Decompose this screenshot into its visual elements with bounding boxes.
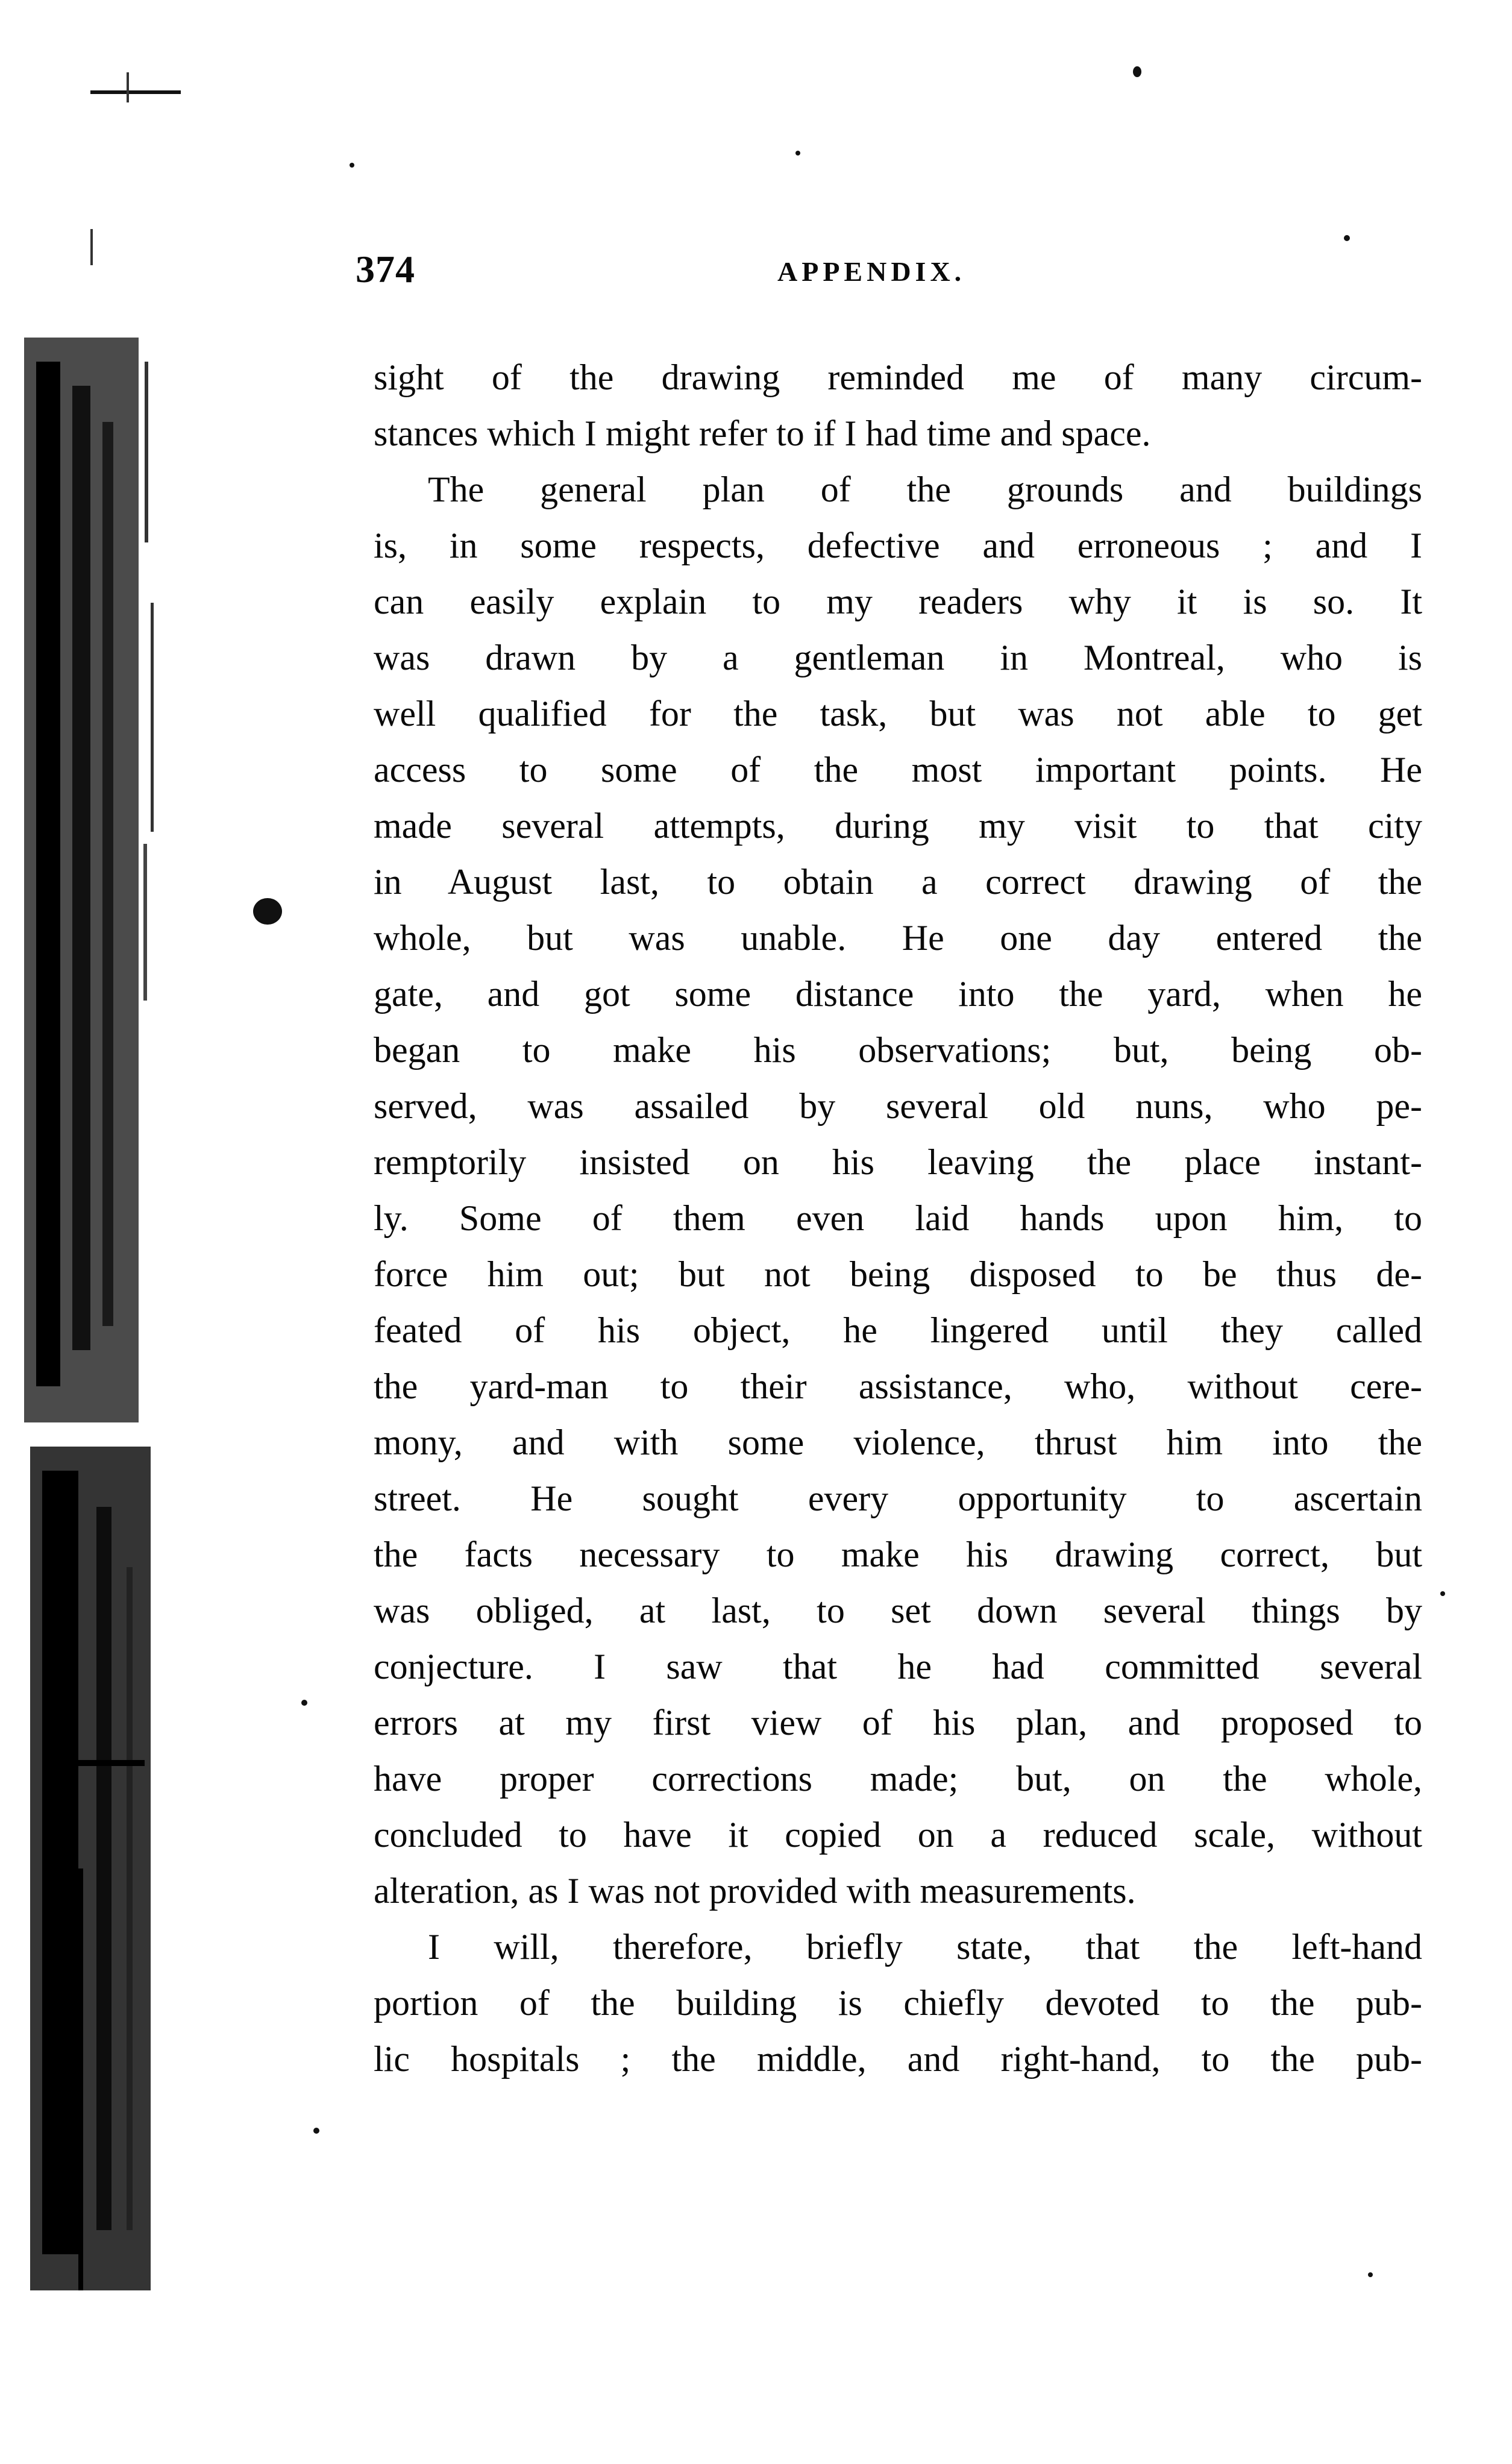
- text-line: the facts necessary to make his drawing correct, but: [374, 1535, 1422, 1574]
- ink-speck: [350, 163, 354, 168]
- text-line: ly. Some of them even laid hands upon him, to: [374, 1198, 1422, 1238]
- text-line: portion of the building is chiefly devoted to the pub-: [374, 1983, 1422, 2023]
- ink-speck: [301, 1700, 307, 1706]
- text-line: sight of the drawing reminded me of many circum-: [374, 357, 1422, 397]
- text-line: whole, but was unable. He one day entered the: [374, 918, 1422, 958]
- text-line: was obliged, at last, to set down several things by: [374, 1591, 1422, 1630]
- page-number: 374: [356, 248, 415, 291]
- text-line: have proper corrections made; but, on the whole,: [374, 1759, 1422, 1799]
- text-line: served, was assailed by several old nuns, who pe-: [374, 1086, 1422, 1126]
- text-line: alteration, as I was not provided with measurements.: [374, 1871, 1136, 1911]
- text-line: street. He sought every opportunity to ascertain: [374, 1479, 1422, 1518]
- scan-binding-edge: [0, 0, 181, 2464]
- text-line: lic hospitals ; the middle, and right-hand, to the pub-: [374, 2039, 1422, 2079]
- text-line: stances which I might refer to if I had time and space.: [374, 413, 1151, 453]
- text-line: I will, therefore, briefly state, that the left-hand: [428, 1927, 1422, 1967]
- text-line: The general plan of the grounds and buildings: [428, 470, 1422, 509]
- text-line: mony, and with some violence, thrust him into the: [374, 1422, 1422, 1462]
- text-line: is, in some respects, defective and erroneous ; and I: [374, 526, 1422, 565]
- text-line: well qualified for the task, but was not able to get: [374, 694, 1422, 734]
- text-line: gate, and got some distance into the yard, when he: [374, 974, 1422, 1014]
- text-line: made several attempts, during my visit to that city: [374, 806, 1422, 846]
- text-line: was drawn by a gentleman in Montreal, who is: [374, 638, 1422, 677]
- text-line: began to make his observations; but, being ob-: [374, 1030, 1422, 1070]
- text-line: feated of his object, he lingered until they called: [374, 1310, 1422, 1350]
- section-title: APPENDIX.: [777, 256, 966, 287]
- text-line: in August last, to obtain a correct drawing of the: [374, 862, 1422, 902]
- ink-speck: [1344, 235, 1350, 241]
- running-head: [356, 247, 1416, 301]
- ink-speck: [795, 151, 800, 156]
- ink-blot: [253, 898, 282, 925]
- text-line: errors at my first view of his plan, and proposed to: [374, 1703, 1422, 1743]
- text-line: force him out; but not being disposed to be thus de-: [374, 1254, 1422, 1294]
- ink-speck: [313, 2128, 319, 2134]
- text-line: conjecture. I saw that he had committed several: [374, 1647, 1422, 1686]
- text-line: remptorily insisted on his leaving the place instant-: [374, 1142, 1422, 1182]
- text-line: the yard-man to their assistance, who, without cere-: [374, 1366, 1422, 1406]
- ink-speck: [1440, 1591, 1445, 1596]
- text-line: can easily explain to my readers why it is so. It: [374, 582, 1422, 621]
- text-line: access to some of the most important points. He: [374, 750, 1422, 790]
- text-line: concluded to have it copied on a reduced scale, without: [374, 1815, 1422, 1855]
- body-text: [374, 350, 1422, 2278]
- ink-speck: [1133, 66, 1141, 77]
